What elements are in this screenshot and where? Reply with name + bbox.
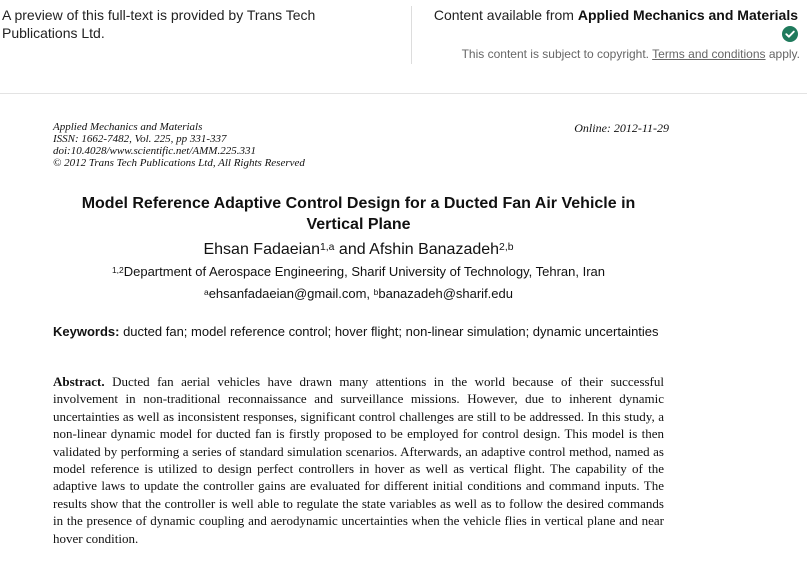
check-circle-icon bbox=[782, 26, 798, 42]
author-name: Ehsan Fadaeian bbox=[203, 241, 321, 258]
author-email: banazadeh@sharif.edu bbox=[378, 286, 513, 301]
email-separator: , bbox=[366, 286, 374, 301]
journal-name: Applied Mechanics and Materials bbox=[53, 121, 203, 133]
paper-authors bbox=[53, 240, 664, 260]
header-divider bbox=[411, 6, 412, 64]
affiliation-text: Department of Aerospace Engineering, Sharif University of Technology, Tehran, Iran bbox=[123, 264, 605, 279]
copyright-prefix: This content is subject to copyright. bbox=[461, 47, 653, 61]
journal-doi: doi:10.4028/www.scientific.net/AMM.225.331 bbox=[53, 145, 256, 157]
preview-provider-note bbox=[2, 6, 387, 42]
abstract-label: Abstract. bbox=[53, 374, 105, 389]
content-availability bbox=[434, 6, 798, 24]
availability-source: Applied Mechanics and Materials bbox=[577, 7, 798, 23]
email-superscript: b bbox=[373, 287, 379, 297]
paper-title: Model Reference Adaptive Control Design for a Ducted Fan Air Vehicle in Vertical Plane bbox=[81, 195, 636, 233]
keywords-text: ducted fan; model reference control; hover flight; non-linear simulation; dynamic uncertainties bbox=[119, 324, 659, 339]
affiliation-superscript: 1,2 bbox=[111, 265, 124, 275]
abstract-text: Ducted fan aerial vehicles have drawn many attentions in the world because of their successful involvement in non-traditional reconnaissance and surveillance missions. However, due to inherent dynamic uncertainties as well as inconsistent responses, significant control challenges are still to be addressed. In this study, a non-linear dynamic model for ducted fan is firstly proposed to be employed for control design. This model is then validated by performing a series of standard simulation scenarios. Afterwards, an adaptive control method, named as model reference is utilized to design perfect controllers in hover as well as vertical flight. The capability of the adaptive laws to update the controller gains are evaluated for different initial conditions and command inputs. The results show that the controller is well able to regulate the state variables as well as to follow the desired commands in the presence of dynamic coupling and aerodynamic uncertainties when the vehicle flies in vertical plane and near hover condition. bbox=[53, 374, 664, 546]
author-superscript: 1,a bbox=[320, 242, 335, 253]
email-superscript: a bbox=[203, 287, 209, 297]
author-superscript: 2,b bbox=[499, 242, 514, 253]
author-email: ehsanfadaeian@gmail.com bbox=[208, 286, 367, 301]
header-separator bbox=[0, 93, 807, 94]
preview-provider-text: A preview of this full-text is provided by Trans Tech Publications Ltd. bbox=[2, 7, 316, 41]
journal-info bbox=[53, 121, 305, 169]
availability-prefix: Content available from bbox=[433, 7, 578, 23]
online-date: Online: 2012-11-29 bbox=[574, 121, 669, 135]
copyright-suffix: apply. bbox=[765, 47, 800, 61]
author-affiliation bbox=[53, 264, 664, 280]
journal-issn: ISSN: 1662-7482, Vol. 225, pp 331-337 bbox=[53, 133, 227, 145]
keywords-section bbox=[53, 324, 664, 340]
author-separator: and bbox=[334, 241, 370, 258]
abstract-section bbox=[53, 373, 664, 547]
author-emails bbox=[53, 286, 664, 302]
author-name: Afshin Banazadeh bbox=[369, 241, 500, 258]
copyright-notice bbox=[462, 46, 800, 62]
terms-and-conditions-link[interactable]: Terms and conditions bbox=[652, 47, 766, 61]
journal-copyright: © 2012 Trans Tech Publications Ltd, All Rights Reserved bbox=[53, 157, 305, 169]
keywords-label: Keywords: bbox=[53, 324, 120, 339]
